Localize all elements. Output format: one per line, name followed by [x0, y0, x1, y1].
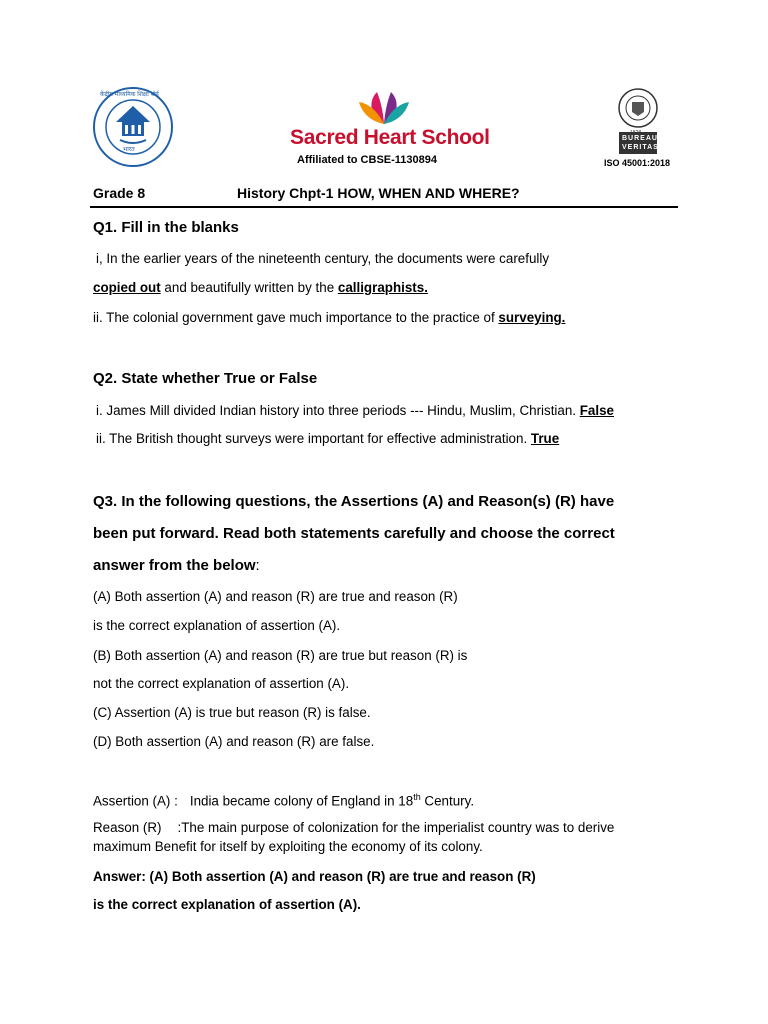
option-d: (D) Both assertion (A) and reason (R) are false. — [93, 734, 375, 749]
q2-line1-text: i. James Mill divided Indian history into three periods --- Hindu, Muslim, Christian. — [96, 403, 580, 418]
title-divider — [90, 206, 678, 208]
reason-label: Reason (R) — [93, 820, 162, 835]
q2-line1 — [96, 403, 614, 418]
veritas-label: VERITAS — [622, 144, 659, 151]
reason-line2: maximum Benefit for itself by exploiting the economy of its colony. — [93, 839, 483, 854]
affiliation-text: Affiliated to CBSE-1130894 — [297, 154, 437, 166]
school-lotus-logo — [357, 88, 411, 126]
q3-heading-line2: been put forward. Read both statements carefully and choose the correct — [93, 525, 615, 542]
bureau-veritas-year: 1828 — [630, 130, 642, 136]
cbse-seal-sub: भारत — [123, 146, 135, 153]
q2-heading: Q2. State whether True or False — [93, 370, 318, 387]
assertion-label: Assertion (A) : — [93, 793, 178, 809]
assertion-end: Century. — [420, 793, 475, 809]
assertion-text: India became colony of England in 18 — [189, 793, 414, 809]
q3-heading-line1: Q3. In the following questions, the Assertions (A) and Reason(s) (R) have — [93, 493, 615, 510]
cbse-seal-logo — [92, 86, 174, 168]
q3-heading-line3 — [93, 557, 260, 574]
q1-answer-3: surveying. — [498, 310, 566, 325]
q1-answer-2: calligraphists. — [337, 280, 428, 295]
q2-line2 — [96, 431, 559, 446]
q1-line1: i, In the earlier years of the nineteenth century, the documents were carefully — [96, 251, 550, 266]
bureau-label: BUREAU — [622, 135, 658, 142]
assertion-line — [93, 792, 474, 808]
q3-heading-colon: : — [255, 557, 260, 574]
q2-answer-1: False — [579, 403, 614, 418]
option-c: (C) Assertion (A) is true but reason (R) is false. — [93, 705, 371, 720]
q1-line2-mid: and beautifully written by the — [160, 280, 338, 295]
q3-heading-line3-text: answer from the below — [93, 557, 256, 574]
school-name: Sacred Heart School — [290, 126, 490, 149]
q2-answer-2: True — [530, 431, 560, 446]
grade-label: Grade 8 — [93, 185, 146, 201]
q1-line2 — [93, 280, 428, 295]
chapter-title: History Chpt-1 HOW, WHEN AND WHERE? — [237, 185, 520, 201]
reason-text: :The main purpose of colonization for the imperialist country was to derive — [177, 820, 615, 835]
cbse-seal-text: केंद्रीय माध्यमिक शिक्षा बोर्ड — [100, 91, 159, 98]
q1-line3 — [93, 310, 565, 325]
option-b-line2: not the correct explanation of assertion (A). — [93, 676, 350, 691]
q2-line2-text: ii. The British thought surveys were important for effective administration. — [96, 431, 531, 446]
answer-line1: Answer: (A) Both assertion (A) and reason (R) are true and reason (R) — [93, 869, 536, 884]
answer-line2: is the correct explanation of assertion (A). — [93, 897, 361, 912]
q1-answer-1: copied out — [93, 280, 161, 295]
option-a-line1: (A) Both assertion (A) and reason (R) are true and reason (R) — [93, 589, 458, 604]
option-a-line2: is the correct explanation of assertion (A). — [93, 618, 341, 633]
assertion-sup: th — [413, 792, 421, 802]
q1-line3-text: ii. The colonial government gave much importance to the practice of — [93, 310, 499, 325]
option-b-line1: (B) Both assertion (A) and reason (R) are true but reason (R) is — [93, 648, 468, 663]
iso-text: ISO 45001:2018 — [604, 158, 671, 168]
reason-line1 — [93, 820, 614, 835]
q1-heading: Q1. Fill in the blanks — [93, 219, 239, 236]
